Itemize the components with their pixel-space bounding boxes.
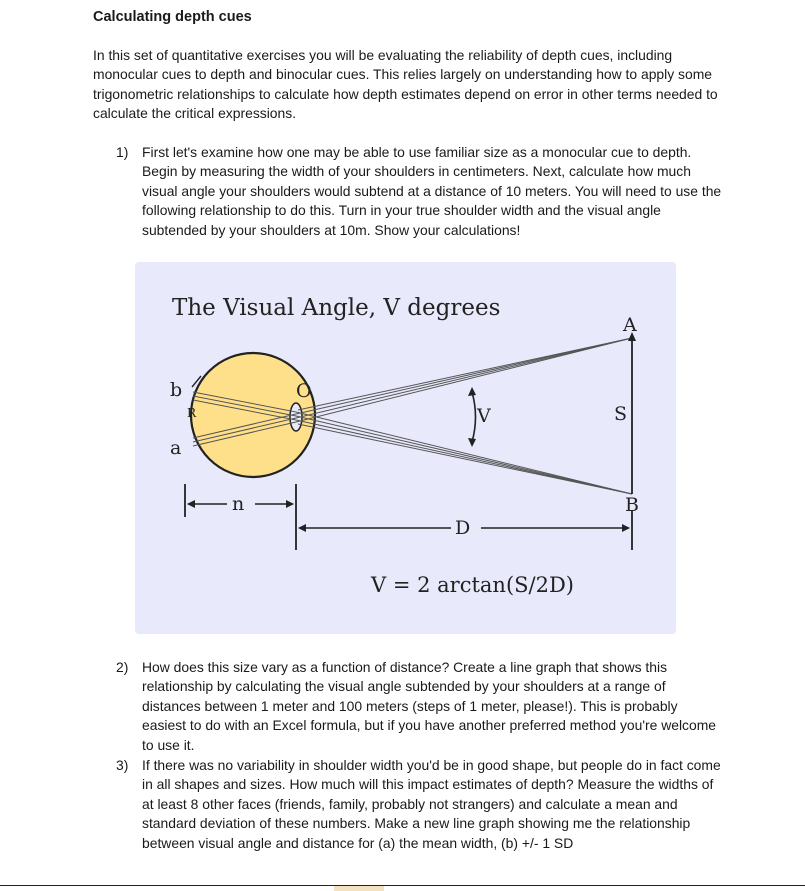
list-item-text: If there was no variability in shoulder width you'd be in good shape, but people do in fact come in all shapes and sizes. How much will this impact estimates of depth? Measure the widths of at least 8 other faces (friends, family, probably not strangers) and calculate a mean and standard deviation of these numbers. Make a new line graph showing me the relationship between visual angle and distance for (a) the mean width, (b) +/- 1 SD <box>142 757 721 851</box>
list-item-number: 2) <box>116 659 129 675</box>
intro-paragraph: In this set of quantitative exercises you will be evaluating the reliability of depth cues, including monocular cues to depth and binocular cues. This relies largely on understanding how to apply some trigonometric relationships to calculate how depth estimates depend on error in other terms needed to calculate the critical expressions. <box>93 47 718 122</box>
page-bottom-marker <box>334 886 384 891</box>
visual-angle-arc <box>472 392 476 442</box>
label-b-point: B <box>625 494 639 516</box>
list-item-number: 3) <box>116 757 129 773</box>
diagram-title: The Visual Angle, V degrees <box>172 295 501 321</box>
label-s: S <box>614 403 628 425</box>
arc-arrow-bottom <box>468 438 476 447</box>
list-item-number: 1) <box>116 144 129 160</box>
label-v: V <box>477 405 491 427</box>
visual-angle-diagram <box>135 262 676 634</box>
n-arrow-right <box>286 500 294 508</box>
label-b-retina: b <box>170 379 183 401</box>
page-title: Calculating depth cues <box>93 9 252 25</box>
page-bottom-divider <box>0 885 805 886</box>
d-arrow-right <box>622 524 630 532</box>
n-arrow-left <box>187 500 195 508</box>
arc-arrow-top <box>468 387 476 396</box>
label-n: n <box>232 493 245 515</box>
label-a-point: A <box>623 314 637 336</box>
list-item-text: How does this size vary as a function of distance? Create a line graph that shows this relationship by calculating the visual angle subtended by your shoulders at a range of distances between 1 meter and 100 meters (steps of 1 meter, please!). This is probably easiest to do with an Excel formula, but if you have another preferred method you're welcome to use it. <box>142 659 717 753</box>
label-r: R <box>187 406 197 420</box>
list-item-text: First let's examine how one may be able to use familiar size as a monocular cue to depth. Begin by measuring the width of your shoulders in centimeters. Next, calculate how much visual angle your shoulders would subtend at a distance of 10 meters. You will need to use the following relationship to do this. Turn in your true shoulder width and the visual angle subtended by your shoulders at 10m. Show your calculations! <box>142 144 722 238</box>
d-arrow-left <box>298 524 306 532</box>
formula: V = 2 arctan(S/2D) <box>371 573 574 597</box>
label-d: D <box>455 517 471 539</box>
diagram-svg <box>135 262 676 634</box>
label-o: O <box>296 380 312 402</box>
label-a-retina: a <box>170 437 182 459</box>
